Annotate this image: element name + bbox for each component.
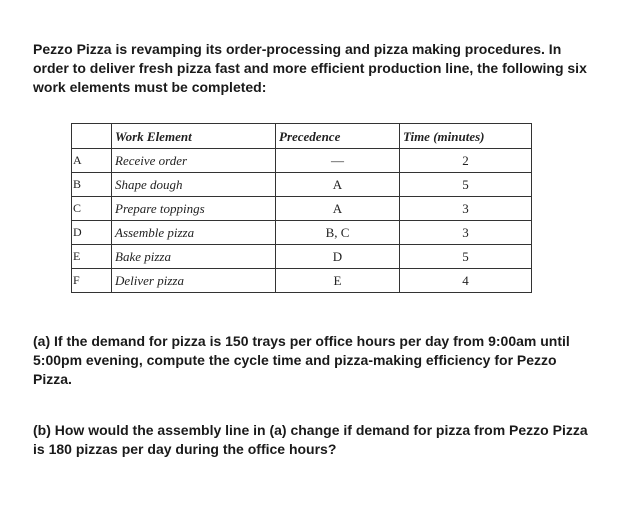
row-id: F: [72, 269, 112, 293]
row-precedence: —: [276, 149, 400, 173]
row-element: Receive order: [112, 149, 276, 173]
table-row: [72, 149, 532, 173]
row-id: E: [72, 245, 112, 269]
row-id: D: [72, 221, 112, 245]
row-time: 3: [400, 221, 532, 245]
row-element: Assemble pizza: [112, 221, 276, 245]
row-id: B: [72, 173, 112, 197]
row-precedence: D: [276, 245, 400, 269]
row-id: C: [72, 197, 112, 221]
table-row: [72, 245, 532, 269]
header-time: Time (minutes): [400, 124, 532, 149]
table-row: [72, 197, 532, 221]
row-element: Deliver pizza: [112, 269, 276, 293]
table-row: [72, 221, 532, 245]
work-element-table: [71, 123, 532, 293]
row-time: 2: [400, 149, 532, 173]
row-precedence: A: [276, 173, 400, 197]
question-b: (b) How would the assembly line in (a) change if demand for pizza from Pezzo Pizza is 180 pizzas per day during the office hours?: [33, 422, 588, 457]
row-time: 5: [400, 173, 532, 197]
row-time: 5: [400, 245, 532, 269]
row-element: Shape dough: [112, 173, 276, 197]
table-row: [72, 269, 532, 293]
row-time: 3: [400, 197, 532, 221]
row-element: Bake pizza: [112, 245, 276, 269]
intro-paragraph: Pezzo Pizza is revamping its order-processing and pizza making procedures. In order to deliver fresh pizza fast and more efficient production line, the following six work elements must be completed:: [33, 41, 587, 95]
question-a: (a) If the demand for pizza is 150 trays per office hours per day from 9:00am until 5:00pm evening, compute the cycle time and pizza-making efficiency for Pezzo Pizza.: [33, 333, 570, 387]
row-precedence: B, C: [276, 221, 400, 245]
table-header-row: [72, 124, 532, 149]
table-row: [72, 173, 532, 197]
row-precedence: A: [276, 197, 400, 221]
row-element: Prepare toppings: [112, 197, 276, 221]
row-precedence: E: [276, 269, 400, 293]
header-work-element: Work Element: [112, 124, 276, 149]
header-id: [72, 124, 112, 149]
header-precedence: Precedence: [276, 124, 400, 149]
row-id: A: [72, 149, 112, 173]
row-time: 4: [400, 269, 532, 293]
